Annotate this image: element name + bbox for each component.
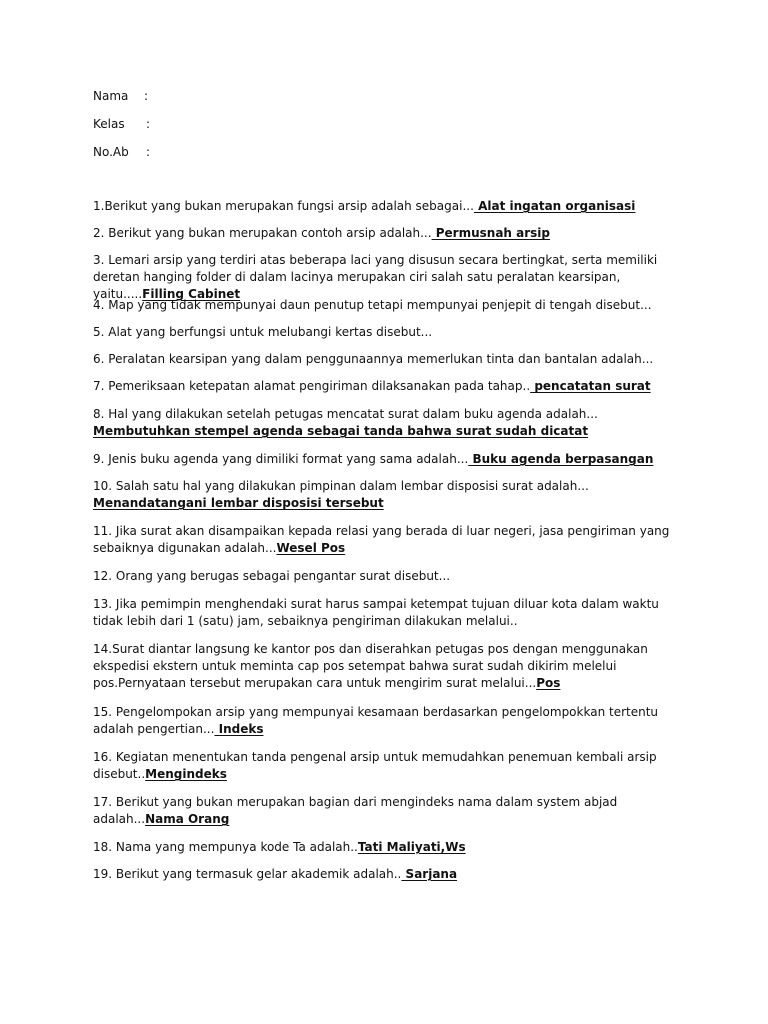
question-text: 5. Alat yang berfungsi untuk melubangi kertas disebut... [93, 325, 433, 339]
answer-text: pencatatan surat [530, 379, 651, 393]
answer-text: Membutuhkan stempel agenda sebagai tanda bahwa surat sudah dicatat [93, 424, 589, 438]
answer-text: Sarjana [401, 867, 458, 881]
nama-row [93, 88, 149, 104]
question-text: 2. Berikut yang bukan merupakan contoh arsip adalah... [93, 226, 432, 240]
answer-text: Tati Maliyati,Ws [357, 840, 466, 854]
question-text: 17. Berikut yang bukan merupakan bagian dari mengindeks nama dalam system abjad adalah... [93, 795, 618, 826]
question-text: 13. Jika pemimpin menghendaki surat harus sampai ketempat tujuan diluar kota dalam waktu tidak lebih dari 1 (satu) jam, sebaiknya pengiriman dilakukan melalui.. [93, 597, 659, 628]
kelas-row [93, 116, 151, 132]
question-text: 1.Berikut yang bukan merupakan fungsi arsip adalah sebagai... [93, 199, 474, 213]
question-text: 3. Lemari arsip yang terdiri atas beberapa laci yang disusun secara bertingkat, serta memiliki deretan hanging folder di dalam lacinya merupakan ciri salah satu peralatan kearsipan, yaitu..... [93, 253, 658, 301]
question-4 [93, 297, 683, 314]
question-3 [93, 252, 683, 303]
answer-text: Menandatangani lembar disposisi tersebut [93, 496, 384, 510]
question-6 [93, 351, 683, 368]
question-15 [93, 704, 683, 738]
question-text: 19. Berikut yang termasuk gelar akademik adalah.. [93, 867, 402, 881]
question-2 [93, 225, 683, 242]
noab-row [93, 144, 151, 160]
kelas-colon: : [146, 117, 151, 131]
question-12 [93, 568, 683, 585]
question-text: 11. Jika surat akan disampaikan kepada relasi yang berada di luar negeri, jasa pengiriman yang sebaiknya digunakan adalah... [93, 524, 670, 555]
question-9 [93, 451, 683, 468]
noab-label: No.Ab [93, 145, 129, 159]
question-text: 12. Orang yang berugas sebagai pengantar surat disebut... [93, 569, 451, 583]
question-14 [93, 641, 683, 692]
question-text: 10. Salah satu hal yang dilakukan pimpinan dalam lembar disposisi surat adalah... [93, 479, 589, 493]
question-text: 7. Pemeriksaan ketepatan alamat pengiriman dilaksanakan pada tahap.. [93, 379, 531, 393]
answer-text: Nama Orang [145, 812, 230, 826]
question-text: 15. Pengelompokan arsip yang mempunyai kesamaan berdasarkan pengelompokkan tertentu adalah pengertian... [93, 705, 659, 736]
answer-text: Mengindeks [145, 767, 227, 781]
question-text: 6. Peralatan kearsipan yang dalam penggunaannya memerlukan tinta dan bantalan adalah... [93, 352, 654, 366]
answer-text: Wesel Pos [276, 541, 346, 555]
answer-text: Indeks [214, 722, 264, 736]
question-text: 16. Kegiatan menentukan tanda pengenal arsip untuk memudahkan penemuan kembali arsip disebut.. [93, 750, 657, 781]
question-17 [93, 794, 683, 828]
question-text: 4. Map yang tidak mempunyai daun penutup tetapi mempunyai penjepit di tengah disebut... [93, 298, 652, 312]
nama-label: Nama [93, 89, 129, 103]
answer-text: Buku agenda berpasangan [468, 452, 654, 466]
answer-text: Alat ingatan organisasi [473, 199, 636, 213]
question-18 [93, 839, 683, 856]
question-11 [93, 523, 683, 557]
question-text: 9. Jenis buku agenda yang dimiliki format yang sama adalah... [93, 452, 469, 466]
answer-text: Filling Cabinet [142, 287, 241, 301]
question-19 [93, 866, 683, 883]
question-7 [93, 378, 683, 395]
question-5 [93, 324, 683, 341]
question-text: 8. Hal yang dilakukan setelah petugas mencatat surat dalam buku agenda adalah... [93, 407, 598, 421]
kelas-label: Kelas [93, 117, 125, 131]
noab-colon: : [146, 145, 151, 159]
question-8 [93, 406, 683, 440]
question-text: 18. Nama yang mempunya kode Ta adalah.. [93, 840, 358, 854]
question-13 [93, 596, 683, 630]
answer-text: Permusnah arsip [431, 226, 551, 240]
question-16 [93, 749, 683, 783]
nama-colon: : [144, 89, 149, 103]
question-text: 14.Surat diantar langsung ke kantor pos dan diserahkan petugas pos dengan menggunakan ekspedisi ekstern untuk meminta cap pos setempat bahwa surat sudah dikirim melelui pos.Pernyataan tersebut merupakan cara untuk mengirim surat melalui... [93, 642, 648, 690]
question-10 [93, 478, 683, 512]
answer-text: Pos [536, 676, 561, 690]
question-1 [93, 198, 683, 215]
